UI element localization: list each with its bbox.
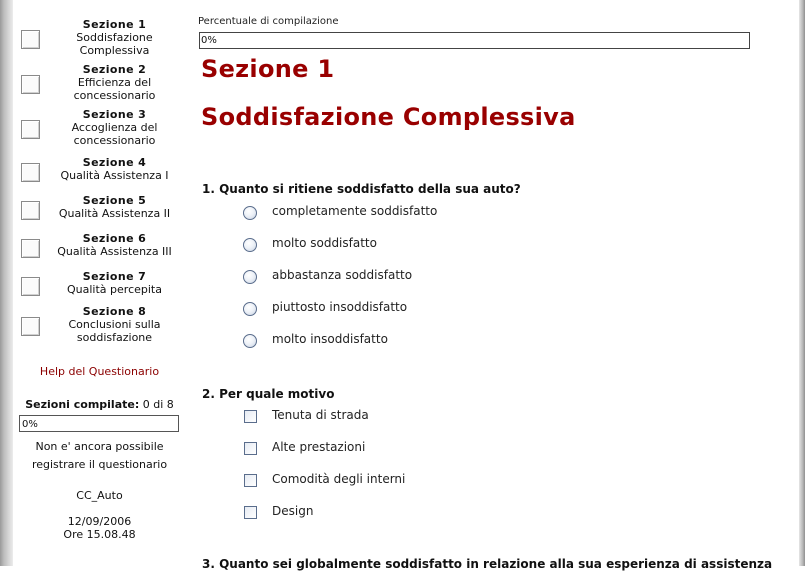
q1-option-3-label: abbastanza soddisfatto [272, 268, 413, 282]
window-left-border [0, 0, 13, 566]
section-2-name: Efficienza del concessionario [73, 76, 156, 102]
timestamp [13, 515, 186, 541]
section-4-title: Sezione 4 [82, 156, 147, 169]
q2-option-1-checkbox[interactable] [244, 410, 257, 423]
q1-option-4-radio[interactable] [243, 302, 257, 316]
q2-option-3-label: Comodità degli interni [272, 472, 406, 486]
section-3-checkbox[interactable] [21, 120, 40, 139]
section-2-checkbox[interactable] [21, 75, 40, 94]
sections-compiled-value: 0 di 8 [142, 398, 174, 411]
section-6-checkbox[interactable] [21, 239, 40, 258]
section-6-title: Sezione 6 [82, 232, 147, 245]
sections-compiled-label: Sezioni compilate: [25, 398, 140, 411]
section-4-checkbox[interactable] [21, 163, 40, 182]
sections-compiled [13, 398, 186, 411]
section-7-title: Sezione 7 [82, 270, 147, 283]
q1-option-3-radio[interactable] [243, 270, 257, 284]
section-7-name: Qualità percepita [67, 283, 162, 296]
progress-text: 0% [201, 35, 217, 46]
section-heading: Sezione 1 [201, 55, 335, 83]
q1-option-5-radio[interactable] [243, 334, 257, 348]
section-6-name: Qualità Assistenza III [57, 245, 172, 258]
q1-option-2-radio[interactable] [243, 238, 257, 252]
q2-option-3-checkbox[interactable] [244, 474, 257, 487]
sidebar-progress-text: 0% [22, 419, 38, 430]
registration-note: Non e' ancora possibile registrare il questionario [31, 440, 168, 471]
section-3-name: Accoglienza del concessionario [71, 121, 158, 147]
date-text: 12/09/2006 [67, 515, 132, 528]
q2-option-2-checkbox[interactable] [244, 442, 257, 455]
time-text: Ore 15.08.48 [63, 528, 136, 541]
section-5-checkbox[interactable] [21, 201, 40, 220]
progress-label: Percentuale di compilazione [198, 16, 339, 27]
section-5-title: Sezione 5 [82, 194, 147, 207]
question-2-label: 2. Per quale motivo [202, 387, 335, 401]
section-5-name: Qualità Assistenza II [58, 207, 171, 220]
progress-bar [199, 32, 750, 49]
q1-option-2-label: molto soddisfatto [272, 236, 377, 250]
sidebar [13, 0, 193, 566]
section-7-checkbox[interactable] [21, 277, 40, 296]
q2-option-2-label: Alte prestazioni [272, 440, 366, 454]
section-1-title: Sezione 1 [82, 18, 147, 31]
section-8-checkbox[interactable] [21, 317, 40, 336]
section-4-name: Qualità Assistenza I [60, 169, 169, 182]
q1-option-4-label: piuttosto insoddisfatto [272, 300, 408, 314]
main-content [197, 0, 797, 571]
help-link[interactable]: Help del Questionario [39, 365, 160, 378]
q2-option-4-checkbox[interactable] [244, 506, 257, 519]
question-1-label: 1. Quanto si ritiene soddisfatto della sua auto? [202, 182, 521, 196]
question-3-label: 3. Quanto sei globalmente soddisfatto in relazione alla sua esperienza di assistenza [202, 557, 773, 571]
questionnaire-code: CC_Auto [76, 489, 123, 502]
section-2-title: Sezione 2 [82, 63, 147, 76]
sidebar-progress-bar [19, 415, 179, 432]
section-8-name: Conclusioni sulla soddisfazione [68, 318, 161, 344]
section-1-name: Soddisfazione Complessiva [76, 31, 153, 57]
q2-option-1-label: Tenuta di strada [272, 408, 369, 422]
section-3-title: Sezione 3 [82, 108, 147, 121]
q1-option-1-label: completamente soddisfatto [272, 204, 438, 218]
window-right-border [799, 0, 805, 566]
section-subheading: Soddisfazione Complessiva [201, 103, 576, 131]
section-8-title: Sezione 8 [82, 305, 147, 318]
q1-option-1-radio[interactable] [243, 206, 257, 220]
section-1-checkbox[interactable] [21, 30, 40, 49]
q2-option-4-label: Design [272, 504, 314, 518]
q1-option-5-label: molto insoddisfatto [272, 332, 388, 346]
